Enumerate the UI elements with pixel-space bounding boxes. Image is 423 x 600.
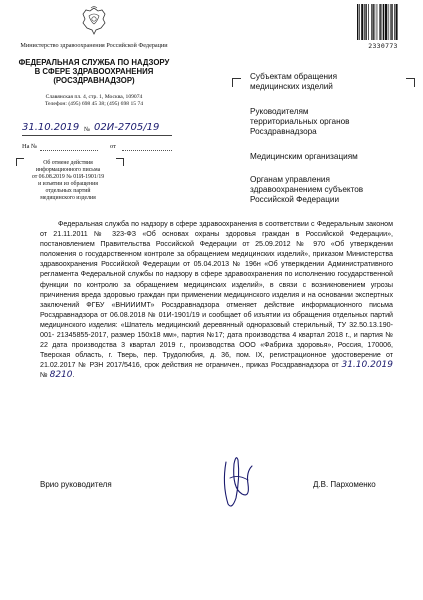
addressee-line: Субъектам обращения: [250, 72, 338, 81]
addressee-line: Медицинским организациям: [250, 152, 358, 161]
addressee-1: [250, 72, 420, 92]
registration-number: 02И-2705/19: [94, 122, 160, 133]
barcode-icon: [356, 4, 410, 40]
service-name-line2: В СФЕРЕ ЗДРАВООХРАНЕНИЯ: [34, 67, 154, 76]
service-name-line3: (РОСЗДРАВНАДЗОР): [53, 76, 135, 85]
address-line2: Телефон: (495) 698 45 38; (495) 698 15 74: [44, 101, 144, 107]
body-paragraph: [40, 219, 393, 381]
order-date: 31.10.2019: [341, 360, 393, 371]
subject-corner-tr: [116, 158, 124, 166]
addressee-3: [250, 152, 420, 162]
emblem-icon: [80, 6, 108, 36]
subject-line: информационного письма: [35, 167, 101, 173]
handwritten-signature-icon: [218, 454, 258, 514]
reference-no-label: На №: [22, 143, 38, 150]
addressee-line: территориальных органов: [250, 117, 350, 126]
reference-no-field: [40, 150, 98, 151]
subject-line: от 06.08.2019 № 01И-1901/19: [31, 174, 105, 180]
letter-body: [40, 219, 393, 381]
addressee-4: [250, 175, 420, 205]
registration-underline: [22, 135, 172, 136]
addressee-corner-tl: [232, 78, 241, 87]
subject-line: медицинского изделия: [40, 195, 96, 201]
signatory-name: Д.В. Пархоменко: [313, 480, 376, 489]
addressee-2: [250, 107, 420, 137]
reference-from-field: [122, 150, 172, 151]
subject-block: [22, 160, 114, 202]
reference-line: [22, 142, 172, 152]
addressee-line: Руководителям: [250, 107, 309, 116]
addressee-line: здравоохранением субъектов: [250, 185, 364, 194]
addressee-line: медицинских изделий: [250, 82, 333, 91]
addressee-line: Росздравнадзора: [250, 127, 317, 136]
address-line1: Славянская пл. 4, стр. 1, Москва, 109074: [45, 94, 143, 100]
barcode-number: 2330773: [368, 42, 398, 50]
subject-line: и изъятии из обращения: [38, 181, 98, 187]
addressee-line: Органам управления: [250, 175, 330, 184]
order-number: 8210: [49, 370, 73, 381]
ministry-name: Министерство здравоохранения Российской Федерации: [20, 42, 168, 49]
subject-line: отдельных партий: [45, 188, 91, 194]
service-name-line1: ФЕДЕРАЛЬНАЯ СЛУЖБА ПО НАДЗОРУ: [18, 58, 170, 67]
reference-from-label: от: [110, 143, 116, 150]
body-end-dot: .: [72, 371, 75, 380]
addressee-line: Российской Федерации: [250, 195, 340, 204]
signatory-title: Врио руководителя: [40, 480, 112, 489]
registration-line: [22, 122, 172, 136]
order-no-label: №: [40, 371, 48, 380]
registration-no-label: №: [84, 126, 91, 133]
subject-line: Об отмене действия: [43, 160, 93, 166]
registration-date: 31.10.2019: [22, 122, 80, 133]
body-text: Федеральная служба по надзору в сфере здравоохранения в соответствии с Федеральным законом от 21.11.2011 № 323-ФЗ «Об основах охраны здоровья граждан в Российской Федерации», постановлением Правительства Российской Федерации от 25.09.2012 № 970 «Об утверждении положения о государственном контроле за обращением медицинских изделий», приказом Министерства здравоохранения Российской Федерации от 05.04.2013 № 196н «Об утверждении Административного регламента Федеральной службы по надзору в сфере здравоохранения по исполнению государственной функции по контролю за обращением медицинских изделий», в связи с возникновением угрозы причинения вреда здоровью граждан при применении медицинского изделия и на основании экспертных заключений ФГБУ «ВНИИИМТ» Росздравнадзора отменяет действие информационного письма Росздравнадзора от 06.08.2018 № 01И-1901/19 и сообщает об изъятии из обращения отдельных партий медицинского изделия: «Шпатель медицинский деревянный одноразовый стерильный, ТУ 32.50.13.190- 001- 21345855-2017, размер 150х18 мм», партия №17; дата производства 4 квартал 2018 г., и партия № 22 дата производства 3 квартал 2019 г., производства ООО «Фабрика здоровья», Россия, 170006, Тверская область, г. Тверь, пер. Трудолюбия, д. 36, пом. IX, регистрационное удостоверение от 21.02.2017 № РЗН 2017/5416, срок действия не ограничен., приказ Росздравнадзора от: [40, 220, 393, 370]
